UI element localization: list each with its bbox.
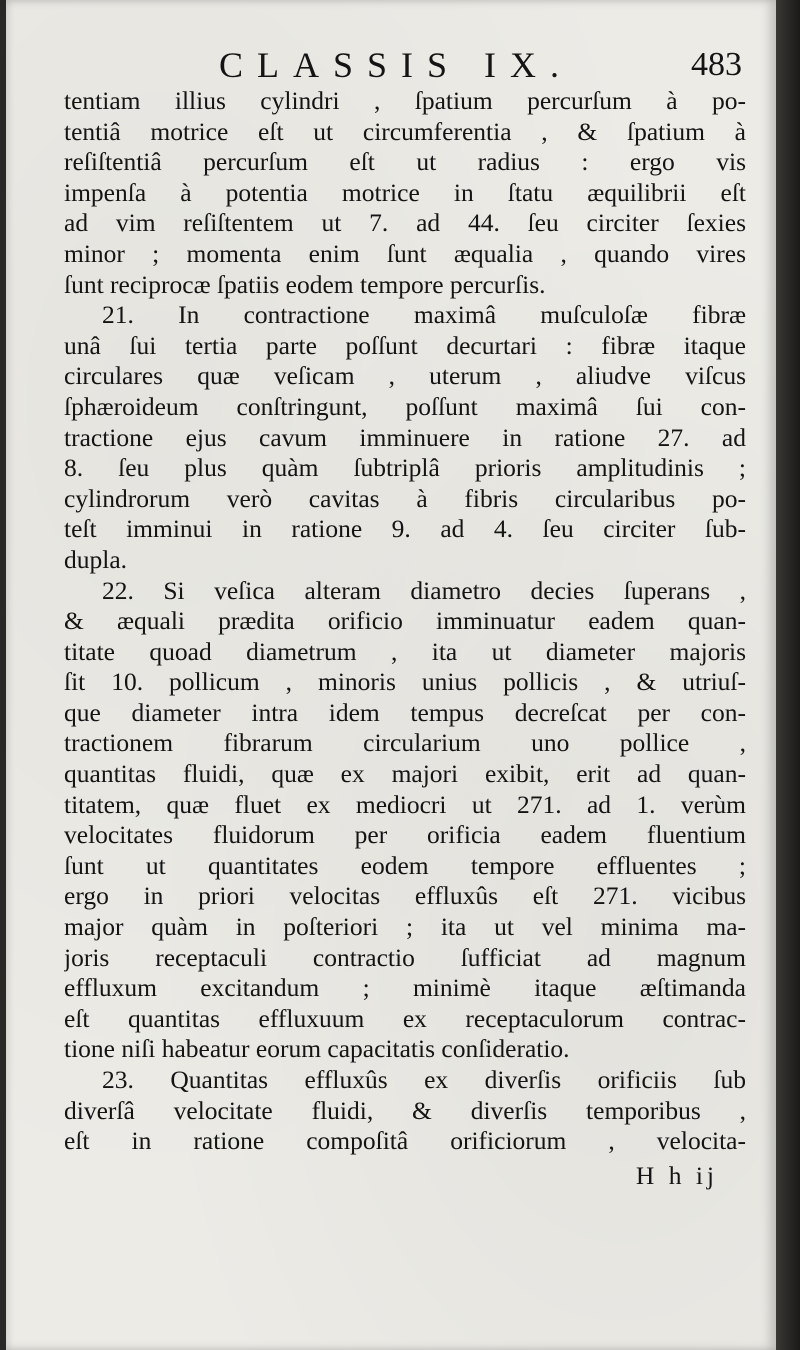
text-line: tractione ejus cavum imminuere in ratione 27. ad	[64, 422, 746, 452]
text-line: cylindrorum verò cavitas à fibris circularibus po-	[64, 483, 746, 513]
text-line: eſt quantitas effluxuum ex receptaculorum contrac-	[64, 1003, 746, 1033]
text-line: ergo in priori velocitas effluxûs eſt 271. vicibus	[64, 881, 746, 911]
text-line: que diameter intra idem tempus decreſcat per con-	[64, 697, 746, 727]
text-line: ad vim reſiſtentem ut 7. ad 44. ſeu circiter ſexies	[64, 208, 746, 238]
text-line: reſiſtentiâ percurſum eſt ut radius : ergo vis	[64, 147, 746, 177]
text-line: & æquali prædita orificio imminuatur eadem quan-	[64, 606, 746, 636]
text-line: ſit 10. pollicum , minoris unius pollicis , & utriuſ-	[64, 667, 746, 697]
text-line: quantitas fluidi, quæ ex majori exibit, erit ad quan-	[64, 759, 746, 789]
text-line: circulares quæ veſicam , uterum , aliudve viſcus	[64, 361, 746, 391]
text-line: eſt in ratione compoſitâ orificiorum , velocita-	[64, 1126, 746, 1156]
book-page	[6, 0, 776, 1350]
text-line: minor ; momenta enim ſunt æqualia , quando vires	[64, 238, 746, 268]
text-line: titate quoad diametrum , ita ut diameter majoris	[64, 636, 746, 666]
page-text	[64, 44, 746, 1191]
text-line: 23. Quantitas effluxûs ex diverſis orificiis ſub	[102, 1065, 746, 1094]
text-line: 8. ſeu plus quàm ſubtriplâ prioris amplitudinis ;	[64, 453, 746, 483]
text-line: joris receptaculi contractio ſufficiat ad magnum	[64, 942, 746, 972]
text-line: 22. Si veſica alteram diametro decies ſuperans ,	[102, 575, 746, 605]
text-line: tentiam illius cylindri , ſpatium percurſum à po-	[64, 86, 746, 115]
running-head: CLASSIS IX.	[219, 45, 574, 85]
text-line: unâ ſui tertia parte poſſunt decurtari : fibræ itaque	[64, 330, 746, 360]
body-text	[64, 86, 746, 1157]
text-line: ſphæroideum conſtringunt, poſſunt maximâ ſui con-	[64, 391, 746, 421]
page-number: 483	[691, 46, 742, 83]
text-line: impenſa à potentia motrice in ſtatu æquilibrii eſt	[64, 177, 746, 207]
text-line: ſunt reciprocæ ſpatiis eodem tempore percurſis.	[64, 269, 546, 299]
signature-mark: H h ij	[635, 1160, 718, 1190]
text-line: ſunt ut quantitates eodem tempore effluentes ;	[64, 850, 746, 880]
book-binding-edge	[776, 0, 800, 1350]
text-line: titatem, quæ fluet ex mediocri ut 271. ad 1. verùm	[64, 789, 746, 819]
text-line: tractionem fibrarum circularium uno pollice ,	[64, 728, 746, 758]
text-line: 21. In contractione maximâ muſculoſæ fibræ	[102, 300, 746, 330]
text-line: major quàm in poſteriori ; ita ut vel minima ma-	[64, 912, 746, 942]
page-header	[64, 44, 746, 86]
text-line: teſt imminui in ratione 9. ad 4. ſeu circiter ſub-	[64, 514, 746, 544]
text-line: dupla.	[64, 544, 128, 574]
text-line: tentiâ motrice eſt ut circumferentia , & ſpatium à	[64, 116, 746, 146]
text-line: effluxum excitandum ; minimè itaque æſtimanda	[64, 973, 746, 1003]
text-line: diverſâ velocitate fluidi, & diverſis temporibus ,	[64, 1095, 746, 1125]
text-line: tione niſi habeatur eorum capacitatis conſideratio.	[64, 1034, 570, 1064]
text-line: velocitates fluidorum per orificia eadem fluentium	[64, 820, 746, 850]
